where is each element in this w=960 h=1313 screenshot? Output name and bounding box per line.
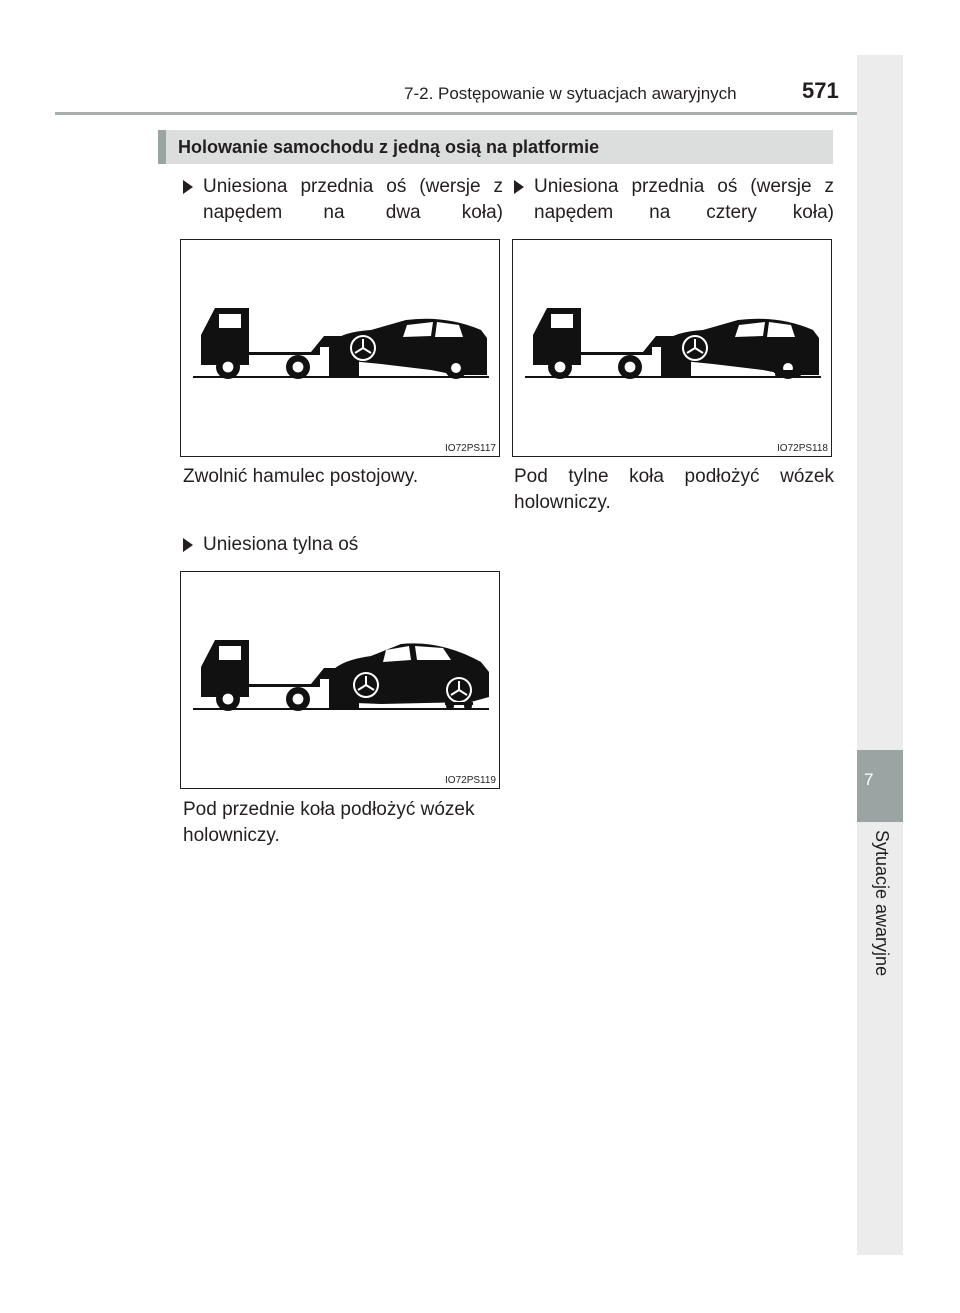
figure-code: IO72PS119: [445, 775, 496, 786]
bullet-heading-rear: [183, 532, 503, 558]
chapter-label: Sytuacje awaryjne: [872, 830, 892, 977]
figure-code: IO72PS118: [777, 443, 828, 454]
page-number: 571: [802, 78, 839, 103]
tow-illustration-front-2wd: [180, 239, 500, 457]
triangle-bullet-icon: [183, 180, 193, 194]
instruction-text: Pod przednie koła podłożyć wózek holowniczy.: [183, 799, 475, 846]
tow-illustration-rear: [180, 571, 500, 789]
side-tab-strip: [857, 55, 903, 1255]
bullet-text: Uniesiona przednia oś (wersje z napędem na dwa koła): [203, 176, 503, 223]
instruction-text: Zwolnić hamulec postojowy.: [183, 466, 419, 487]
wheel-icon: [351, 336, 375, 360]
bullet-heading-front-4wd: [514, 174, 834, 226]
chapter-number: 7: [864, 770, 874, 789]
bullet-text: Uniesiona tylna oś: [203, 534, 359, 555]
wheel-icon: [447, 678, 471, 702]
header-divider: [55, 112, 903, 115]
bullet-heading-front-2wd: [183, 174, 503, 226]
bullet-text: Uniesiona przednia oś (wersje z napędem na cztery koła): [534, 176, 834, 223]
triangle-bullet-icon: [183, 538, 193, 552]
wheel-icon: [354, 673, 378, 697]
instruction-text: Pod tylne koła podłożyć wózek holowniczy.: [514, 466, 834, 513]
wheel-icon: [683, 336, 707, 360]
tow-illustration-front-4wd: [512, 239, 832, 457]
triangle-bullet-icon: [514, 180, 524, 194]
section-title: Holowanie samochodu z jedną osią na platformie: [178, 137, 600, 157]
figure-code: IO72PS117: [445, 443, 496, 454]
section-heading: [158, 130, 833, 164]
chapter-header: 7-2. Postępowanie w sytuacjach awaryjnych: [404, 84, 737, 103]
